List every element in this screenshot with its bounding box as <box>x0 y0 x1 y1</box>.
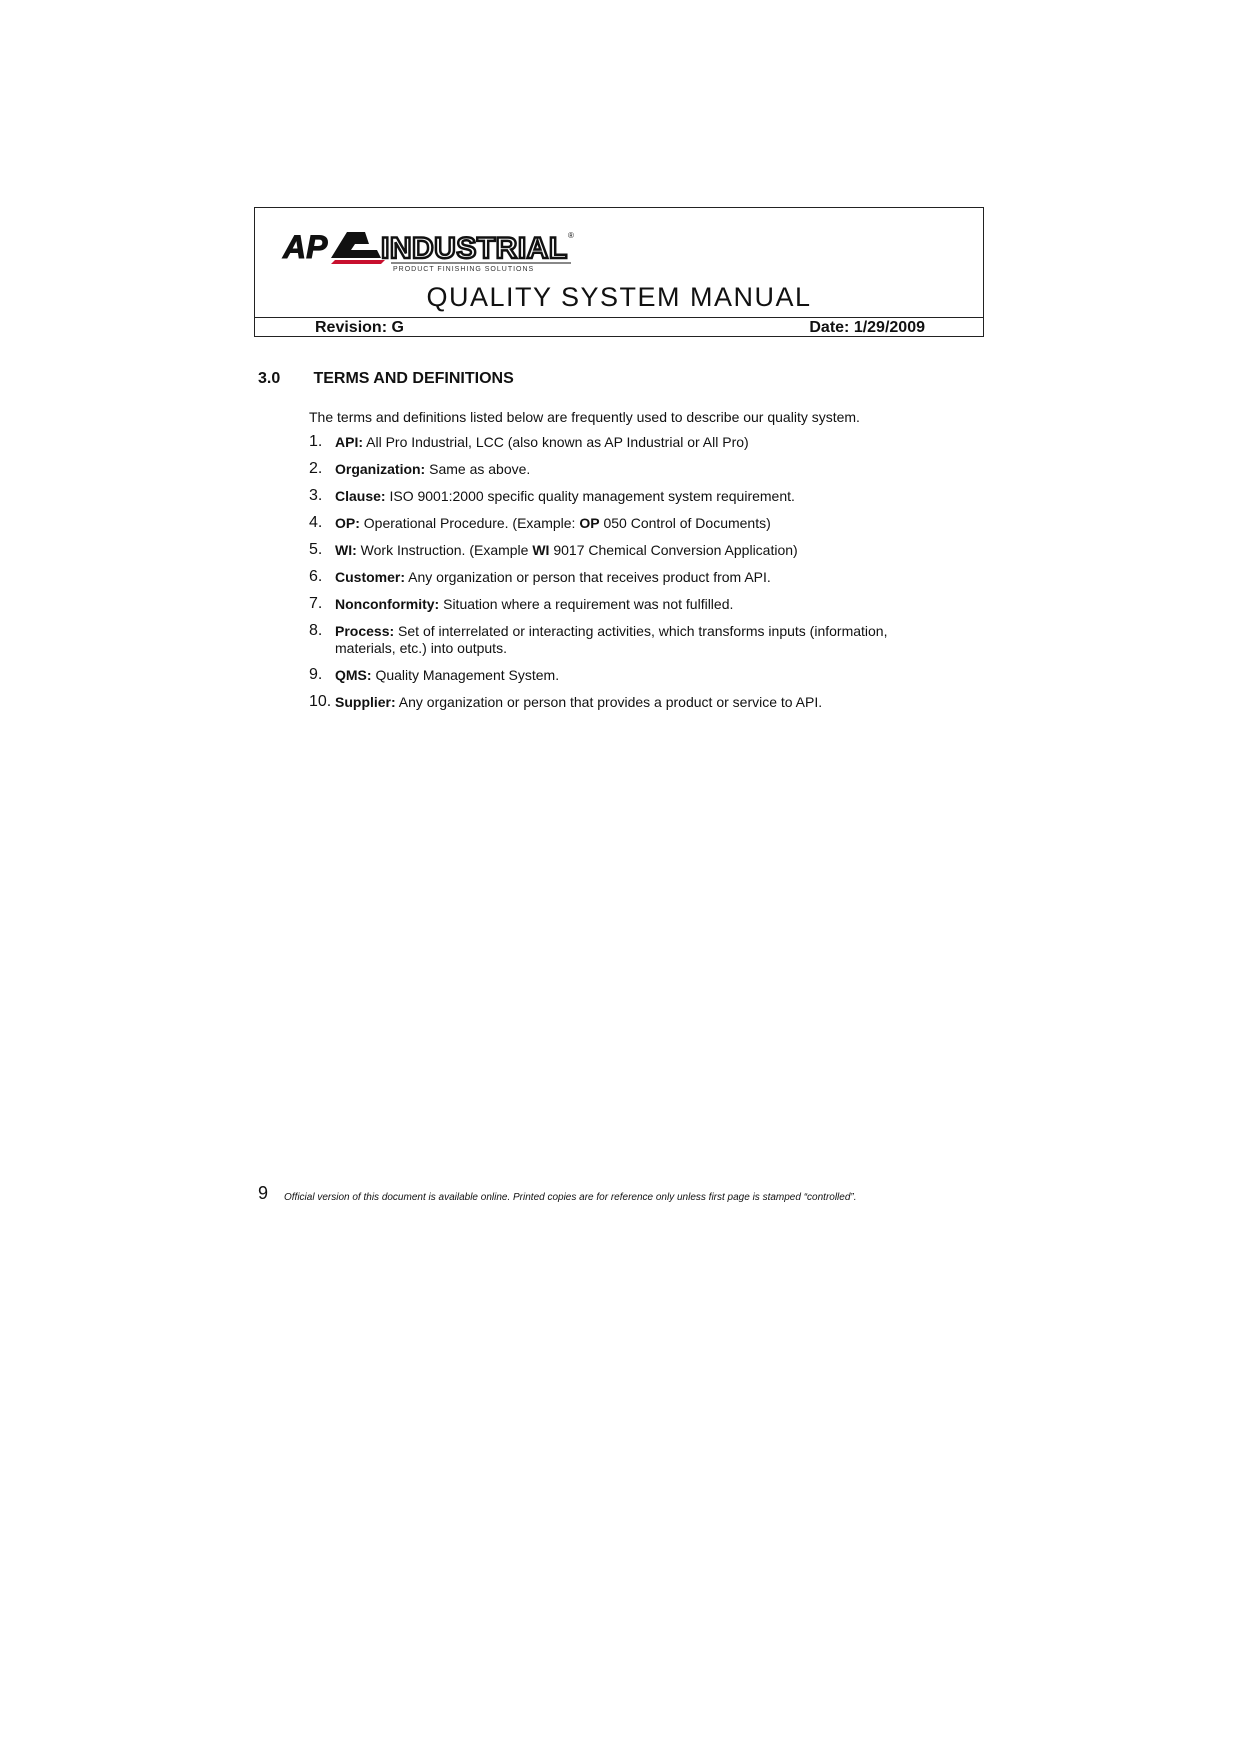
svg-text:INDUSTRIAL: INDUSTRIAL <box>381 232 568 265</box>
definition-bold-code: OP <box>579 515 600 531</box>
definition-text: Any organization or person that provides a product or service to API. <box>398 694 823 710</box>
definition-number: 2. <box>309 460 323 477</box>
definition-text-after: 050 Control of Documents) <box>599 515 771 531</box>
definition-number: 6. <box>309 568 323 585</box>
definition-term: Clause: <box>335 488 386 504</box>
definition-number: 10. <box>309 693 332 710</box>
definition-number: 9. <box>309 666 323 683</box>
section-title: TERMS AND DEFINITIONS <box>313 370 514 387</box>
definition-text: ISO 9001:2000 specific quality management system requirement. <box>389 488 795 504</box>
section-heading <box>258 370 514 388</box>
definition-number: 5. <box>309 541 323 558</box>
definition-number: 7. <box>309 595 323 612</box>
definition-text: Set of interrelated or interacting activities, which transforms inputs (information, materials, etc.) into outputs. <box>335 623 888 656</box>
definition-term: OP: <box>335 515 360 531</box>
definition-term: Nonconformity: <box>335 596 440 612</box>
definitions-list <box>309 434 949 721</box>
definition-text-before: Work Instruction. (Example <box>360 542 533 558</box>
definition-text: Quality Management System. <box>375 667 560 683</box>
definition-term: WI: <box>335 542 357 558</box>
definition-term: QMS: <box>335 667 372 683</box>
definition-item <box>309 461 949 478</box>
definition-number: 8. <box>309 622 323 639</box>
definition-item <box>309 434 949 451</box>
revision-row <box>255 317 983 338</box>
definition-item <box>309 694 949 711</box>
definition-number: 4. <box>309 514 323 531</box>
definition-text: Any organization or person that receives product from API. <box>408 569 771 585</box>
definition-item <box>309 596 949 613</box>
svg-text:AP: AP <box>283 229 328 265</box>
definition-term: Customer: <box>335 569 406 585</box>
definition-term: Organization: <box>335 461 426 477</box>
definition-text-after: 9017 Chemical Conversion Application) <box>549 542 798 558</box>
definition-number: 1. <box>309 433 323 450</box>
definition-item <box>309 515 949 532</box>
definition-item <box>309 488 949 505</box>
definition-item <box>309 623 949 657</box>
ap-industrial-logo <box>281 224 581 276</box>
definition-item <box>309 569 949 586</box>
definition-text-before: Operational Procedure. (Example: <box>363 515 580 531</box>
definition-term: Supplier: <box>335 694 396 710</box>
definition-text: All Pro Industrial, LCC (also known as AP Industrial or All Pro) <box>366 434 749 450</box>
definition-item <box>309 542 949 559</box>
definition-term: API: <box>335 434 363 450</box>
definition-text: Situation where a requirement was not fulfilled. <box>443 596 734 612</box>
manual-title: QUALITY SYSTEM MANUAL <box>426 282 812 312</box>
definition-text: Same as above. <box>429 461 531 477</box>
definition-bold-code: WI <box>532 542 550 558</box>
section-number: 3.0 <box>258 370 281 387</box>
svg-text:®: ® <box>568 231 574 240</box>
definition-term: Process: <box>335 623 395 639</box>
definition-item <box>309 667 949 684</box>
svg-text:PRODUCT FINISHING SOLUTIONS: PRODUCT FINISHING SOLUTIONS <box>393 266 535 273</box>
revision-label: Revision: G <box>315 319 404 336</box>
section-intro: The terms and definitions listed below are frequently used to describe our quality system. <box>309 409 860 425</box>
date-label: Date: 1/29/2009 <box>809 319 925 336</box>
document-header <box>254 207 984 337</box>
footer-note: Official version of this document is available online. Printed copies are for reference only unless first page is stamped “controlled”. <box>284 1192 857 1203</box>
page-number: 9 <box>258 1183 269 1203</box>
definition-number: 3. <box>309 487 323 504</box>
